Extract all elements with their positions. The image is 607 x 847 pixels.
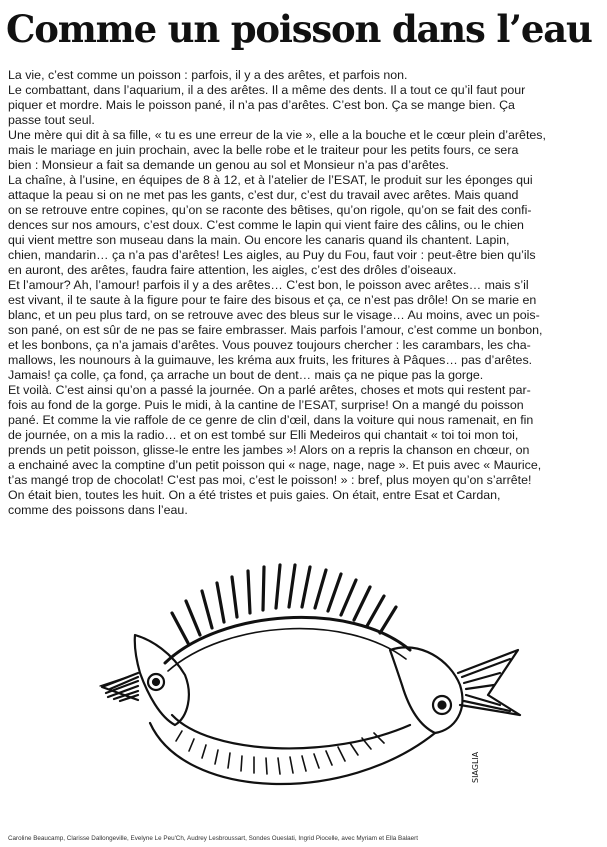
article-line: Et l’amour? Ah, l’amour! parfois il y a des arêtes… C’est bon, le poisson avec arêtes… mais s’il bbox=[8, 278, 529, 292]
article-line: pané. Et comme la vie raffole de ce genre de clin d’œil, dans la voiture qui nous ramenait, en fin bbox=[8, 413, 534, 427]
article-line: Jamais! ça colle, ça fond, ça arrache un bout de dent… mais ça ne pique pas la gorge. bbox=[8, 368, 484, 382]
fish-skeleton-spine bbox=[165, 617, 410, 663]
article-line: en auront, des arêtes, faudra faire attention, les aigles, c’est des drôles d’oiseaux. bbox=[8, 263, 457, 277]
right-fish-head bbox=[390, 647, 462, 733]
article-line: t’as mangé trop de chocolat! C’est pas moi, c’est le poisson! » : bref, plus moyen qu’on s’arrête! bbox=[8, 473, 532, 487]
article-line: mais le mariage en juin prochain, avec la belle robe et le traiteur pour les petits fours, ce sera bbox=[8, 143, 519, 157]
article-line: La vie, c’est comme un poisson : parfois, il y a des arêtes, et parfois non. bbox=[8, 68, 408, 82]
article-line: Et voilà. C’est ainsi qu’on a passé la journée. On a parlé arêtes, choses et mots qui restent par- bbox=[8, 383, 531, 397]
lower-fish-belly-stripes bbox=[176, 731, 384, 774]
article-line: fois au fond de la gorge. Puis le midi, à la cantine de l’ESAT, surprise! On a mangé du poisson bbox=[8, 398, 524, 412]
fish-skeleton-ribs bbox=[172, 565, 396, 643]
article-line: Une mère qui dit à sa fille, « tu es une erreur de la vie », elle a la bouche et le cœur plein d’arêtes, bbox=[8, 128, 546, 142]
page-title: Comme un poisson dans l’eau bbox=[6, 7, 592, 51]
article-line: chien, mandarin… ça n’a pas d’arêtes! Les aigles, au Puy du Fou, faut voir : peut-être bien qu’ils bbox=[8, 248, 536, 262]
article-line: blanc, et un peu plus tard, on se retrouve avec des bleus sur le visage… Au moins, avec un pois- bbox=[8, 308, 540, 322]
fish-skeleton-spine-lower bbox=[168, 629, 406, 671]
article-line: mallows, les nounours à la guimauve, les kréma aux fruits, les fritures à Pâques… pas d’arêtes. bbox=[8, 353, 533, 367]
article-line: et les bonbons, ça n’a jamais d’arêtes. Vous pouvez toujours chercher : les carambars, les cha- bbox=[8, 338, 531, 352]
article-line: piquer et mordre. Mais le poisson pané, il n’a pas d’arêtes. C’est bon. Ça se mange bien. Ça bbox=[8, 98, 515, 112]
article-line: passe tout seul. bbox=[8, 113, 95, 127]
article-line: est vivant, il te saute à la figure pour te faire des bisous et ça, ce n’est pas drôle! On se marie en bbox=[8, 293, 537, 307]
lower-fish-body-top bbox=[172, 715, 410, 748]
article-line: son pané, on est sûr de ne pas se faire embrasser. Mais parfois l’amour, c’est comme un bonbon, bbox=[8, 323, 543, 337]
artist-signature: SIAGLIA bbox=[471, 751, 480, 783]
article-line: Le combattant, dans l’aquarium, il a des arêtes. Il a même des dents. Il a tout ce qu’il faut pour bbox=[8, 83, 526, 97]
article-line: a enchainé avec la comptine d’un petit poisson qui « nage, nage, nage ». Et puis avec « Maurice, bbox=[8, 458, 542, 472]
fish-illustration bbox=[90, 555, 530, 810]
right-fish-tail bbox=[458, 650, 520, 715]
credits: Caroline Beaucamp, Clarisse Dallongeville, Evelyne Le Peu'Ch, Audrey Lesbroussart, Sondes Oueslati, Ingrid Piocelle, avec Myriam et Ella Balaert bbox=[8, 835, 419, 842]
left-fish-tail bbox=[100, 673, 138, 701]
article-line: comme des poissons dans l’eau. bbox=[8, 503, 188, 517]
article-line: bien : Monsieur a fait sa demande un genou au sol et Monsieur n’a pas d’arêtes. bbox=[8, 158, 449, 172]
article-line: La chaîne, à l’usine, en équipes de 8 à 12, et à l’atelier de l’ESAT, le produit sur les éponges qui bbox=[8, 173, 533, 187]
article-line: on se retrouve entre copines, qu’on se raconte des bêtises, qu’on rigole, qu’on se fait des confi- bbox=[8, 203, 532, 217]
article-line: attaque la peau si on ne met pas les gants, c’est dur, c’est du travail avec arêtes. Mais quand bbox=[8, 188, 519, 202]
article-line: dences sur nos amours, c’est doux. C’est comme le lapin qui vient faire des câlins, ou le chien bbox=[8, 218, 524, 232]
article-line: de journée, on a mis la radio… et on est tombé sur Elli Medeiros qui chantait « toi toi mon toi, bbox=[8, 428, 519, 442]
article-line: prends un petit poisson, glisse-le entre les jambes »! Alors on a repris la chanson en chœur, on bbox=[8, 443, 530, 457]
article-body bbox=[8, 68, 598, 518]
article-line: qui vient mettre son museau dans la main. Ou encore les canaris quand ils chantent. Lapin, bbox=[8, 233, 510, 247]
article-line: On était bien, toutes les huit. On a été tristes et puis gaies. On était, entre Esat et Cardan, bbox=[8, 488, 501, 502]
